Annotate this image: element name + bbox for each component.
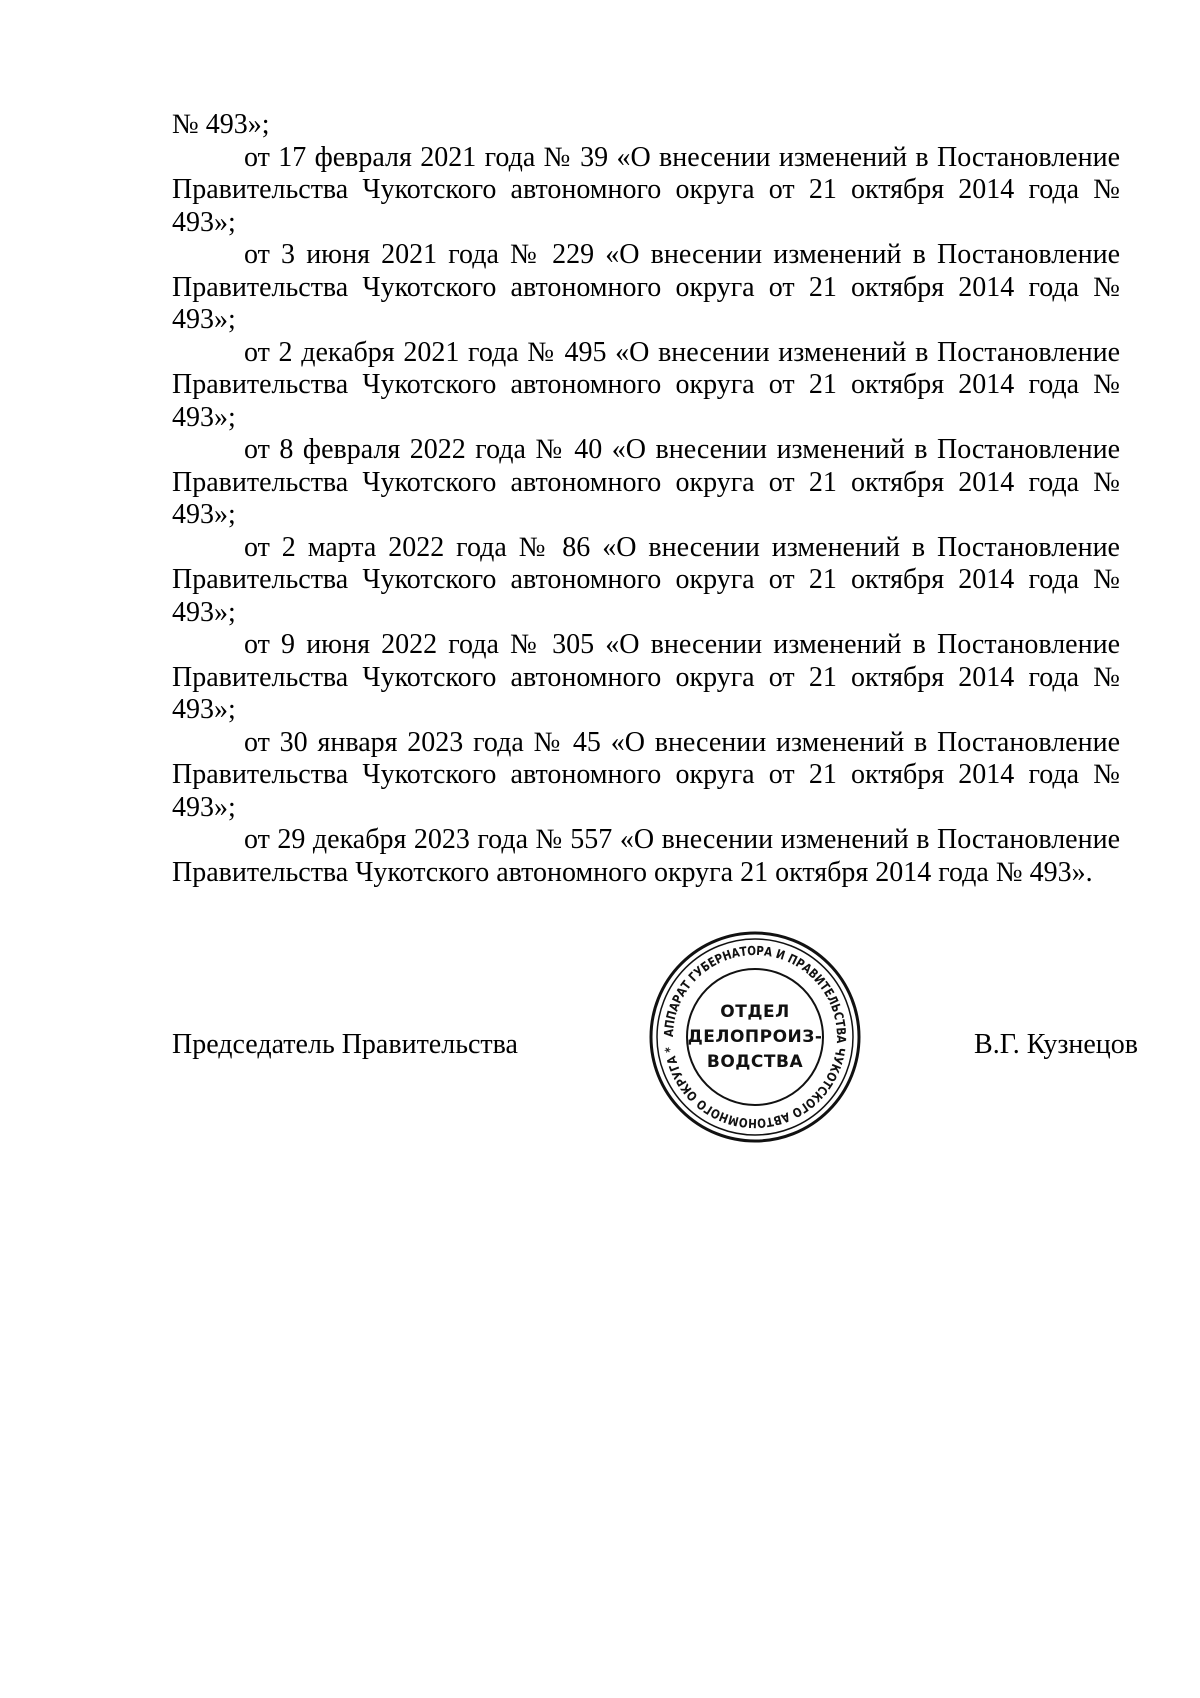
document-body xyxy=(172,109,1120,889)
paragraph: от 29 декабря 2023 года № 557 «О внесении изменений в Постановление Правительства Чукотского автономного округа 21 октября 2014 года № 493». xyxy=(172,824,1120,888)
stamp-center-line: ДЕЛОПРОИЗ- xyxy=(687,1027,823,1047)
paragraph: от 17 февраля 2021 года № 39 «О внесении изменений в Постановление Правительства Чукотского автономного округа от 21 октября 2014 года № 493»; xyxy=(172,141,1120,238)
signatory-name: В.Г. Кузнецов xyxy=(974,1029,1138,1060)
stamp-center-line: ОТДЕЛ xyxy=(720,1002,790,1022)
paragraph: от 3 июня 2021 года № 229 «О внесении изменений в Постановление Правительства Чукотского автономного округа от 21 октября 2014 года № 493»; xyxy=(172,239,1120,335)
stamp-ring-text: АППАРАТ ГУБЕРНАТОРА И ПРАВИТЕЛЬСТВА ЧУКОТСКОГО АВТОНОМНОГО ОКРУГА * xyxy=(660,942,850,1132)
paragraph: от 9 июня 2022 года № 305 «О внесении изменений в Постановление Правительства Чукотского автономного округа от 21 октября 2014 года № 493»; xyxy=(172,629,1120,725)
paragraph: от 2 марта 2022 года № 86 «О внесении изменений в Постановление Правительства Чукотского автономного округа от 21 октября 2014 года № 493»; xyxy=(172,531,1120,628)
paragraph: от 2 декабря 2021 года № 495 «О внесении изменений в Постановление Правительства Чукотского автономного округа от 21 октября 2014 года № 493»; xyxy=(172,336,1120,433)
paragraph: № 493»; xyxy=(172,109,270,140)
official-stamp xyxy=(648,930,862,1144)
paragraph: от 30 января 2023 года № 45 «О внесении изменений в Постановление Правительства Чукотского автономного округа от 21 октября 2014 года № 493»; xyxy=(172,726,1120,823)
signatory-title: Председатель Правительства xyxy=(172,1029,518,1060)
paragraph: от 8 февраля 2022 года № 40 «О внесении изменений в Постановление Правительства Чукотского автономного округа от 21 октября 2014 года № 493»; xyxy=(172,434,1120,530)
stamp-center-line: ВОДСТВА xyxy=(706,1052,804,1072)
